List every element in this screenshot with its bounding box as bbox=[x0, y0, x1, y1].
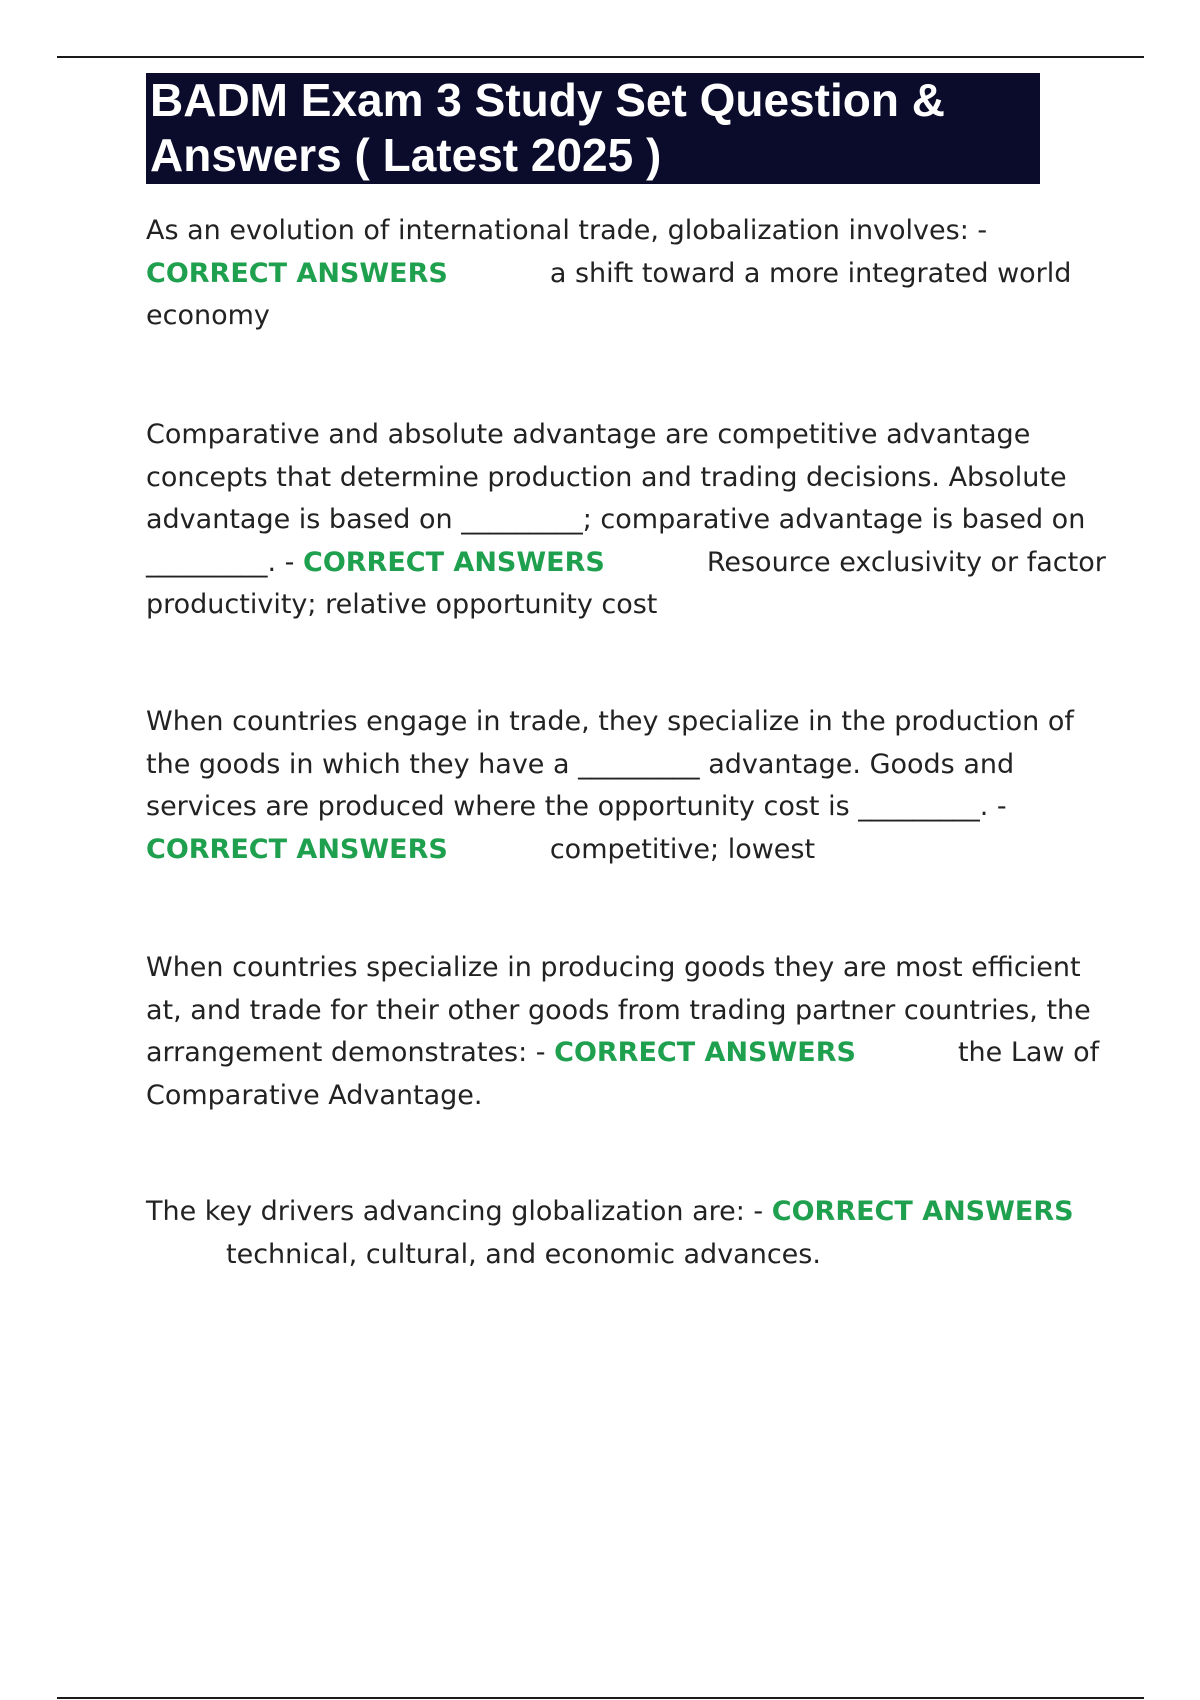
question-line: advantage is based on _________; comparative advantage is based on bbox=[146, 504, 1086, 535]
question-line: services are produced where the opportunity cost is _________. - bbox=[146, 791, 1007, 822]
question-line: at, and trade for their other goods from trading partner countries, the bbox=[146, 994, 1091, 1026]
question-text: _________. - bbox=[146, 546, 303, 578]
correct-answers-marker: CORRECT ANSWERS bbox=[303, 546, 605, 578]
question-line: As an evolution of international trade, globalization involves: - bbox=[146, 215, 988, 246]
question-text: arrangement demonstrates: - bbox=[146, 1037, 555, 1068]
correct-answers-marker: CORRECT ANSWERS bbox=[146, 833, 448, 865]
question-text: The key drivers advancing globalization are: - bbox=[146, 1196, 772, 1227]
title-line-1: BADM Exam 3 Study Set Question & bbox=[150, 74, 945, 126]
qa-item-1 bbox=[146, 210, 1076, 338]
answer-text: the Law of bbox=[957, 1037, 1100, 1068]
answer-line: Comparative Advantage. bbox=[146, 1079, 483, 1111]
answer-text: Resource exclusivity or factor bbox=[706, 546, 1106, 578]
question-line bbox=[146, 1191, 1076, 1234]
answer-line bbox=[146, 1234, 1076, 1277]
answer-text: competitive; lowest bbox=[549, 833, 816, 865]
question-line: When countries engage in trade, they specialize in the production of bbox=[146, 706, 1074, 737]
qa-item-5 bbox=[146, 1191, 1076, 1276]
answer-line: economy bbox=[146, 300, 270, 331]
title-line-2: Answers ( Latest 2025 ) bbox=[150, 129, 662, 181]
bottom-rule bbox=[57, 1697, 1144, 1699]
qa-item-4 bbox=[146, 947, 1100, 1117]
answer-text: technical, cultural, and economic advances. bbox=[226, 1238, 821, 1270]
question-line: concepts that determine production and trading decisions. Absolute bbox=[146, 461, 1067, 493]
question-line: the goods in which they have a _________ advantage. Goods and bbox=[146, 748, 1015, 780]
answer-line bbox=[146, 1032, 1100, 1075]
correct-answers-marker: CORRECT ANSWERS bbox=[554, 1037, 856, 1068]
question-line: When countries specialize in producing goods they are most efficient bbox=[146, 952, 1081, 983]
qa-item-3 bbox=[146, 701, 1076, 871]
correct-answers-marker: CORRECT ANSWERS bbox=[771, 1196, 1074, 1227]
top-rule bbox=[57, 56, 1144, 58]
answer-line bbox=[146, 253, 1076, 296]
answer-line bbox=[146, 542, 1106, 585]
answer-line: productivity; relative opportunity cost bbox=[146, 589, 658, 620]
qa-item-2 bbox=[146, 414, 1106, 627]
correct-answers-marker: CORRECT ANSWERS bbox=[146, 257, 448, 289]
document-title bbox=[146, 73, 1040, 184]
answer-line bbox=[146, 829, 1076, 872]
answer-text: a shift toward a more integrated world bbox=[549, 257, 1072, 289]
question-line: Comparative and absolute advantage are competitive advantage bbox=[146, 419, 1031, 450]
